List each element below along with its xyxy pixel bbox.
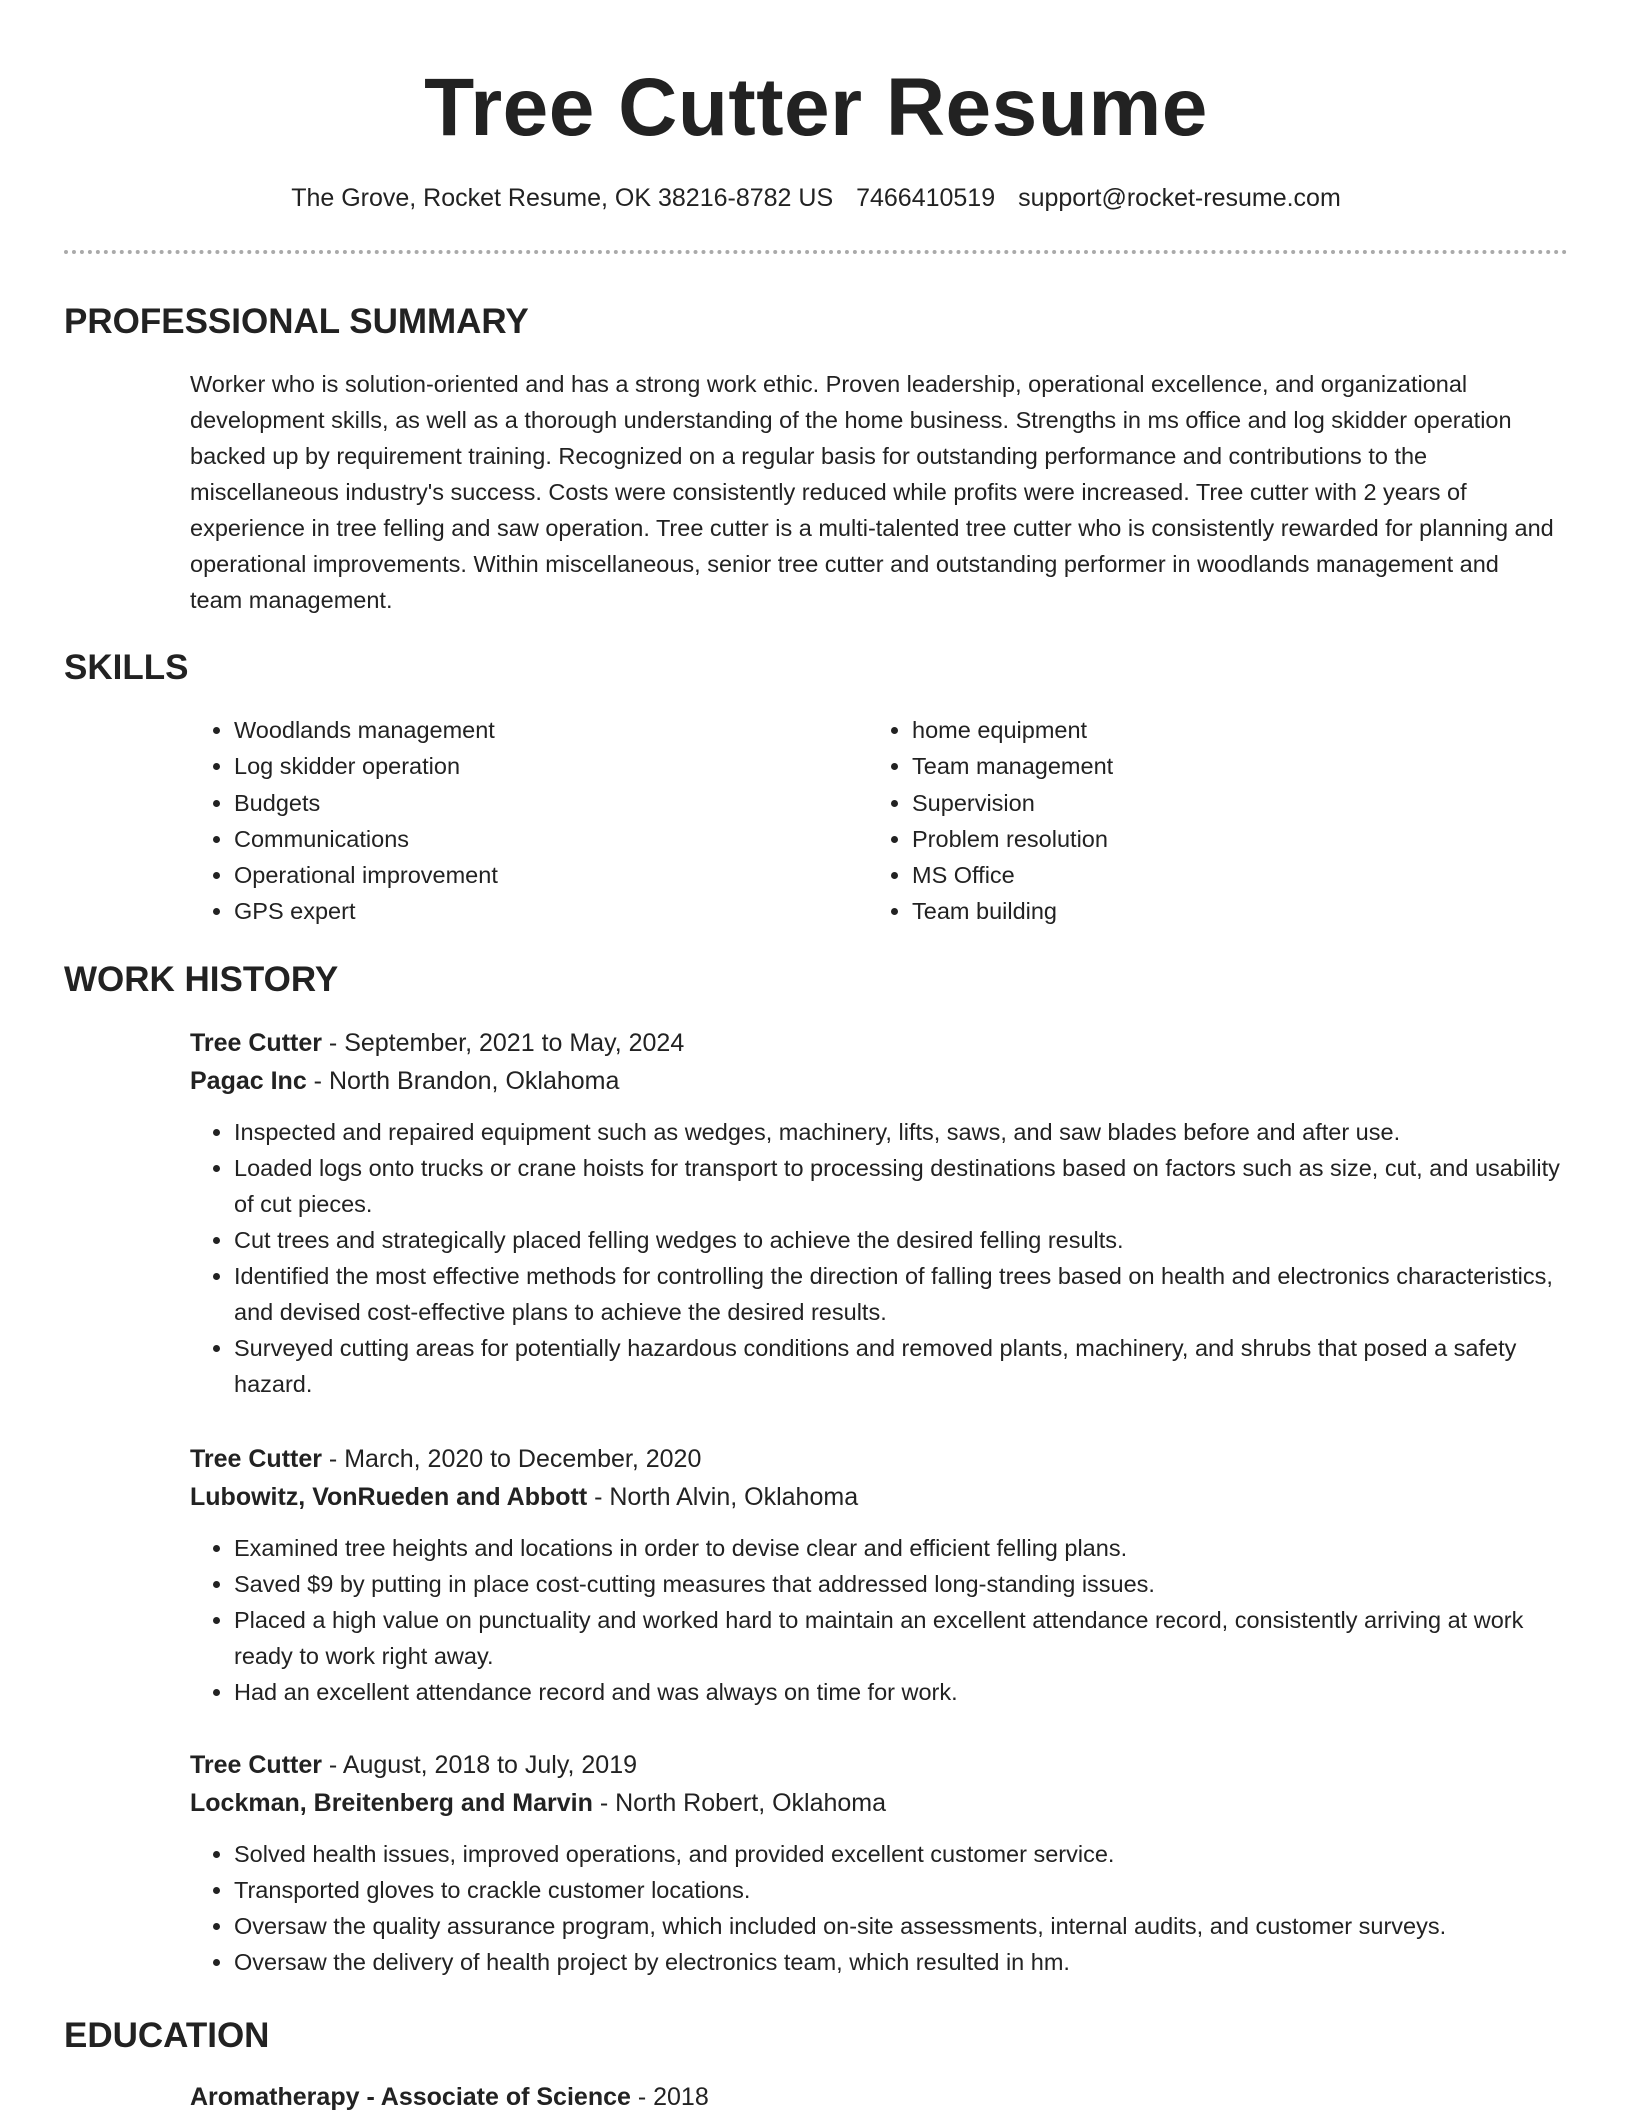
job-bullet: • Inspected and repaired equipment such as wedges, machinery, lifts, saws, and saw blades before and after use. <box>234 1114 1560 1150</box>
job-title-line <box>190 1440 1560 1478</box>
job-bullet: • Surveyed cutting areas for potentially hazardous conditions and removed plants, machinery, and shrubs that posed a safety hazard. <box>234 1330 1560 1402</box>
job-company-line <box>190 1478 1560 1516</box>
job-company-line <box>190 1062 1560 1100</box>
skill-item: • home equipment <box>912 712 1508 748</box>
job-title-line <box>190 1024 1560 1062</box>
skill-item: • Log skidder operation <box>234 748 830 784</box>
section-title-education: EDUCATION <box>64 2016 270 2055</box>
job-bullet: • Transported gloves to crackle customer locations. <box>234 1872 1560 1908</box>
resume-title: Tree Cutter Resume <box>424 62 1208 153</box>
job-location: - North Brandon, Oklahoma <box>306 1067 620 1095</box>
job-title: Tree Cutter <box>190 1029 322 1057</box>
company-name: Pagac Inc <box>190 1067 307 1095</box>
job-bullet: • Examined tree heights and locations in order to devise clear and efficient felling plans. <box>234 1530 1560 1566</box>
job-title-line <box>190 1746 1560 1784</box>
skill-item: • Supervision <box>912 785 1508 821</box>
job-dates: - September, 2021 to May, 2024 <box>321 1029 685 1057</box>
job-entry <box>190 1746 1560 1980</box>
contact-line <box>0 180 1632 216</box>
skill-item: • Operational improvement <box>234 857 830 893</box>
job-bullets <box>190 1530 1560 1710</box>
company-name: Lockman, Breitenberg and Marvin <box>190 1789 593 1817</box>
degree: Aromatherapy - Associate of Science <box>190 2083 631 2111</box>
company-name: Lubowitz, VonRueden and Abbott <box>190 1483 588 1511</box>
education-year: - 2018 <box>630 2083 709 2111</box>
job-bullet: • Placed a high value on punctuality and worked hard to maintain an excellent attendance record, consistently arriving at work ready to work right away. <box>234 1602 1560 1674</box>
job-location: - North Alvin, Oklahoma <box>587 1483 859 1511</box>
skills-list-right <box>868 712 1508 930</box>
header-divider <box>64 250 1568 254</box>
job-bullet: • Cut trees and strategically placed felling wedges to achieve the desired felling results. <box>234 1222 1560 1258</box>
skill-item: • Communications <box>234 821 830 857</box>
summary-text: Worker who is solution-oriented and has a strong work ethic. Proven leadership, operational excellence, and organizational development skills, as well as a thorough understanding of the home business. Strengths in ms office and log skidder operation backed up by requirement training. Recognized on a regular basis for outstanding performance and contributions to the miscellaneous industry's success. Costs were consistently reduced while profits were increased. Tree cutter with 2 years of experience in tree felling and saw operation. Tree cutter is a multi-talented tree cutter who is consistently rewarded for planning and operational improvements. Within miscellaneous, senior tree cutter and outstanding performer in woodlands management and team management. <box>190 371 1554 613</box>
job-location: - North Robert, Oklahoma <box>592 1789 887 1817</box>
section-title-skills: SKILLS <box>64 648 189 687</box>
job-bullets <box>190 1836 1560 1980</box>
job-entry <box>190 1024 1560 1402</box>
job-entry <box>190 1440 1560 1710</box>
job-title: Tree Cutter <box>190 1445 322 1473</box>
job-bullet: • Loaded logs onto trucks or crane hoists for transport to processing destinations based on factors such as size, cut, and usability of cut pieces. <box>234 1150 1560 1222</box>
skill-item: • GPS expert <box>234 893 830 929</box>
skill-item: • Budgets <box>234 785 830 821</box>
email: support@rocket-resume.com <box>1018 184 1341 212</box>
job-company-line <box>190 1784 1560 1822</box>
job-dates: - March, 2020 to December, 2020 <box>321 1445 702 1473</box>
skill-item: • Team management <box>912 748 1508 784</box>
section-title-work-history: WORK HISTORY <box>64 960 339 999</box>
job-bullet: • Oversaw the delivery of health project by electronics team, which resulted in hm. <box>234 1944 1560 1980</box>
address: The Grove, Rocket Resume, OK 38216-8782 US <box>291 184 834 212</box>
phone: 7466410519 <box>856 184 996 212</box>
job-dates: - August, 2018 to July, 2019 <box>321 1751 638 1779</box>
job-title: Tree Cutter <box>190 1751 322 1779</box>
job-bullet: • Saved $9 by putting in place cost-cutting measures that addressed long-standing issues. <box>234 1566 1560 1602</box>
job-bullets <box>190 1114 1560 1402</box>
job-bullet: • Had an excellent attendance record and was always on time for work. <box>234 1674 1560 1710</box>
job-bullet: • Identified the most effective methods for controlling the direction of falling trees based on health and electronics characteristics, and devised cost-effective plans to achieve the desired results. <box>234 1258 1560 1330</box>
education-entry <box>190 2078 709 2112</box>
section-title-summary: PROFESSIONAL SUMMARY <box>64 302 529 341</box>
skill-item: • Team building <box>912 893 1508 929</box>
job-bullet: • Solved health issues, improved operations, and provided excellent customer service. <box>234 1836 1560 1872</box>
skills-list-left <box>190 712 830 930</box>
skill-item: • Problem resolution <box>912 821 1508 857</box>
job-bullet: • Oversaw the quality assurance program, which included on-site assessments, internal audits, and customer surveys. <box>234 1908 1560 1944</box>
skill-item: • Woodlands management <box>234 712 830 748</box>
skill-item: • MS Office <box>912 857 1508 893</box>
